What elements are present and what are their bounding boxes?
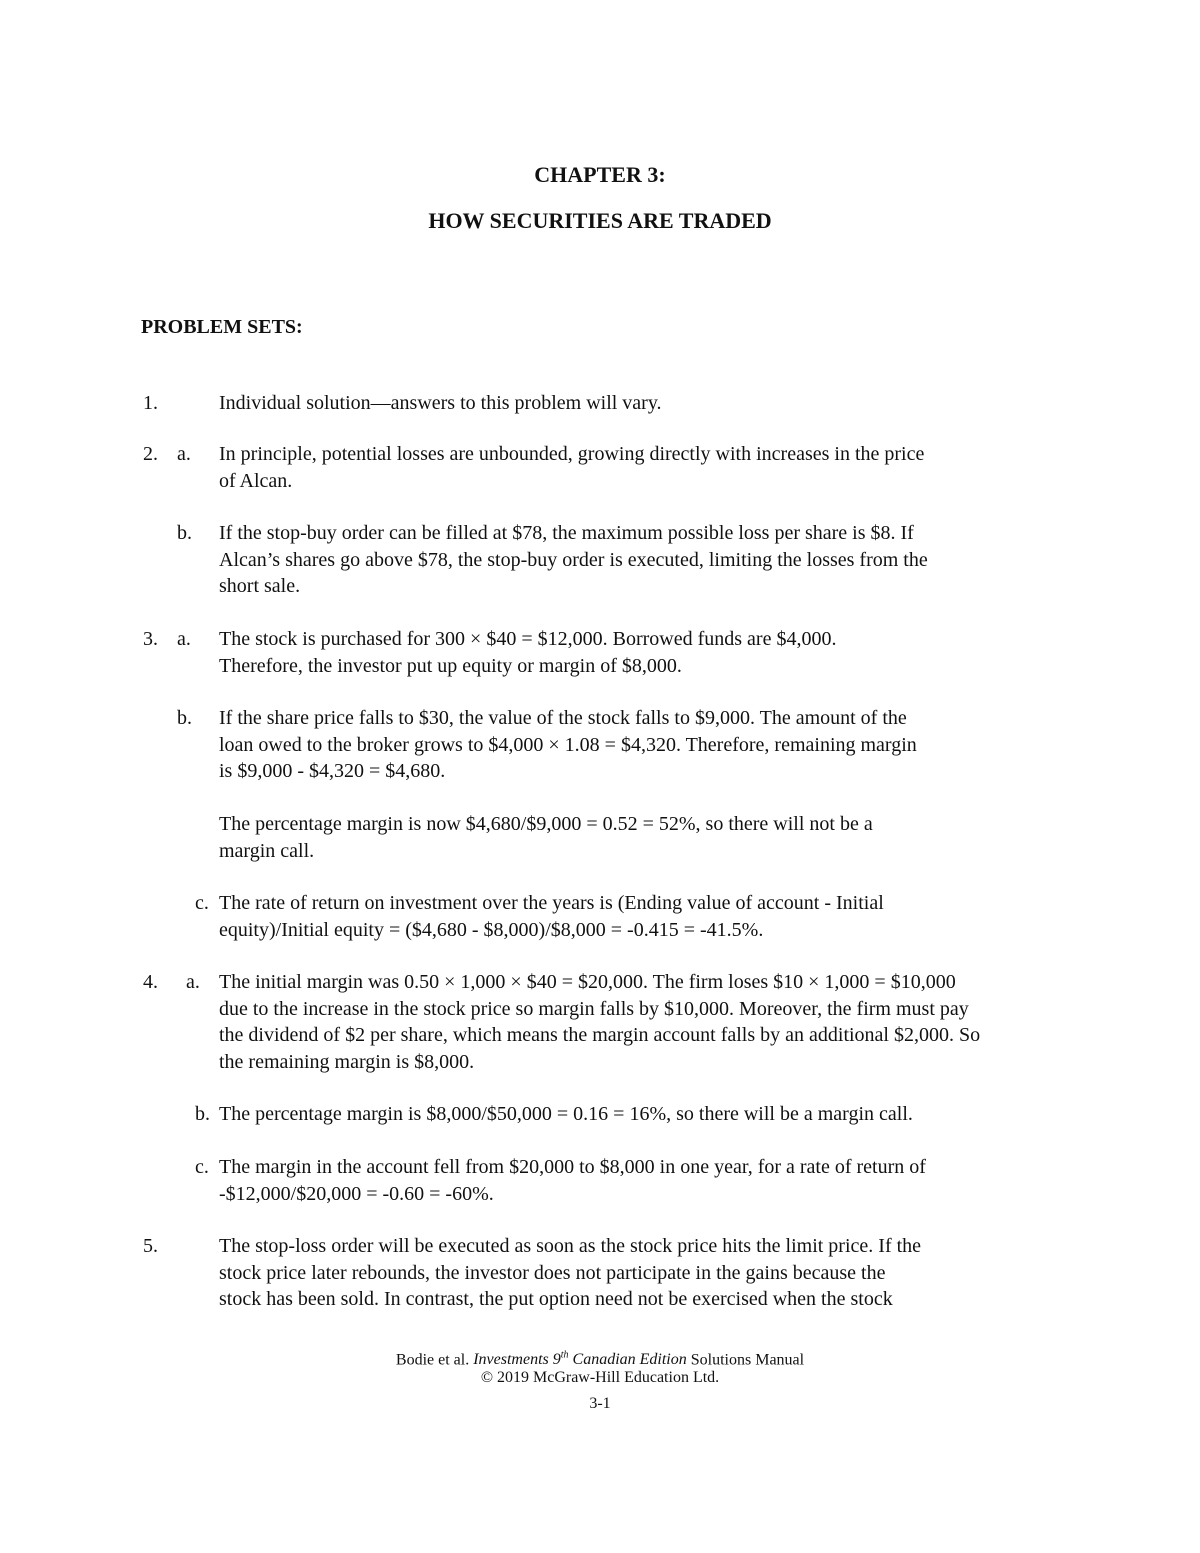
item-text	[219, 520, 1129, 600]
item-text	[219, 390, 1129, 417]
text-line: The initial margin was 0.50 × 1,000 × $40 = $20,000. The firm loses $10 × 1,000 = $10,000	[219, 971, 956, 993]
footer-edition: Canadian Edition	[572, 1351, 687, 1369]
item-sub-letter: a.	[177, 443, 191, 465]
item-text	[219, 1101, 1129, 1128]
footer-copyright: © 2019 McGraw-Hill Education Ltd.	[480, 1369, 720, 1386]
item-sub-letter: c.	[195, 1156, 209, 1178]
item-text	[219, 441, 1129, 494]
item-number: 4.	[143, 971, 158, 993]
item-number: 1.	[143, 392, 158, 414]
text-line: If the stop-buy order can be filled at $78, the maximum possible loss per share is $8. If	[219, 522, 914, 544]
text-line: Individual solution—answers to this problem will vary.	[219, 392, 662, 414]
text-line: the remaining margin is $8,000.	[219, 1050, 475, 1073]
chapter-title: HOW SECURITIES ARE TRADED	[428, 208, 772, 233]
item-number: 3.	[143, 628, 158, 650]
item-sub-letter: b.	[195, 1103, 210, 1125]
footer-authors: Bodie et al.	[395, 1351, 470, 1369]
text-line: margin call.	[219, 839, 315, 862]
text-line: The stop-loss order will be executed as soon as the stock price hits the limit price. If the	[219, 1235, 922, 1257]
item-number: 5.	[143, 1235, 158, 1257]
text-line: Alcan’s shares go above $78, the stop-buy order is executed, limiting the losses from the	[219, 548, 928, 571]
text-line: short sale.	[219, 575, 301, 597]
text-line: stock has been sold. In contrast, the put option need not be exercised when the stock	[219, 1288, 893, 1310]
item-sub-letter: c.	[195, 892, 209, 914]
item-text	[219, 811, 1129, 864]
item-text	[219, 1154, 1129, 1207]
footer-book-title	[473, 1351, 687, 1368]
text-line: Therefore, the investor put up equity or margin of $8,000.	[219, 654, 682, 677]
text-line: stock price later rebounds, the investor does not participate in the gains because the	[219, 1261, 886, 1284]
text-line: The margin in the account fell from $20,000 to $8,000 in one year, for a rate of return of	[219, 1156, 926, 1178]
chapter-number: CHAPTER 3:	[534, 162, 666, 187]
footer-book: Investments 9	[473, 1351, 561, 1369]
item-number: 2.	[143, 443, 158, 465]
text-line: equity)/Initial equity = ($4,680 - $8,000)/$8,000 = -0.415 = -41.5%.	[219, 918, 764, 941]
text-line: is $9,000 - $4,320 = $4,680.	[219, 760, 446, 782]
text-line: If the share price falls to $30, the value of the stock falls to $9,000. The amount of the	[219, 707, 907, 729]
footer-book-sup: th	[560, 1350, 569, 1361]
item-sub-letter: b.	[177, 522, 192, 544]
page-number: 3-1	[589, 1395, 611, 1412]
item-text	[219, 705, 1129, 785]
text-line: The percentage margin is $8,000/$50,000 = 0.16 = 16%, so there will be a margin call.	[219, 1103, 913, 1125]
text-line: due to the increase in the stock price so margin falls by $10,000. Moreover, the firm must pay	[219, 997, 969, 1020]
text-line: In principle, potential losses are unbounded, growing directly with increases in the price	[219, 443, 925, 465]
footer-suffix: Solutions Manual	[690, 1351, 805, 1369]
text-line: the dividend of $2 per share, which means the margin account falls by an additional $2,000. So	[219, 1024, 981, 1046]
item-sub-letter: a.	[177, 628, 191, 650]
text-line: The stock is purchased for 300 × $40 = $12,000. Borrowed funds are $4,000.	[219, 628, 837, 650]
text-line: loan owed to the broker grows to $4,000 × 1.08 = $4,320. Therefore, remaining margin	[219, 733, 917, 756]
item-text	[219, 890, 1129, 943]
text-line: The percentage margin is now $4,680/$9,000 = 0.52 = 52%, so there will not be a	[219, 813, 873, 835]
section-heading: PROBLEM SETS:	[141, 316, 303, 338]
item-sub-letter: b.	[177, 707, 192, 729]
item-text	[219, 626, 1129, 679]
item-sub-letter: a.	[186, 971, 200, 993]
text-line: of Alcan.	[219, 469, 293, 492]
item-text	[219, 1233, 1129, 1313]
item-text	[219, 969, 1129, 1075]
text-line: The rate of return on investment over the years is (Ending value of account - Initial	[219, 892, 884, 914]
text-line: -$12,000/$20,000 = -0.60 = -60%.	[219, 1182, 494, 1205]
